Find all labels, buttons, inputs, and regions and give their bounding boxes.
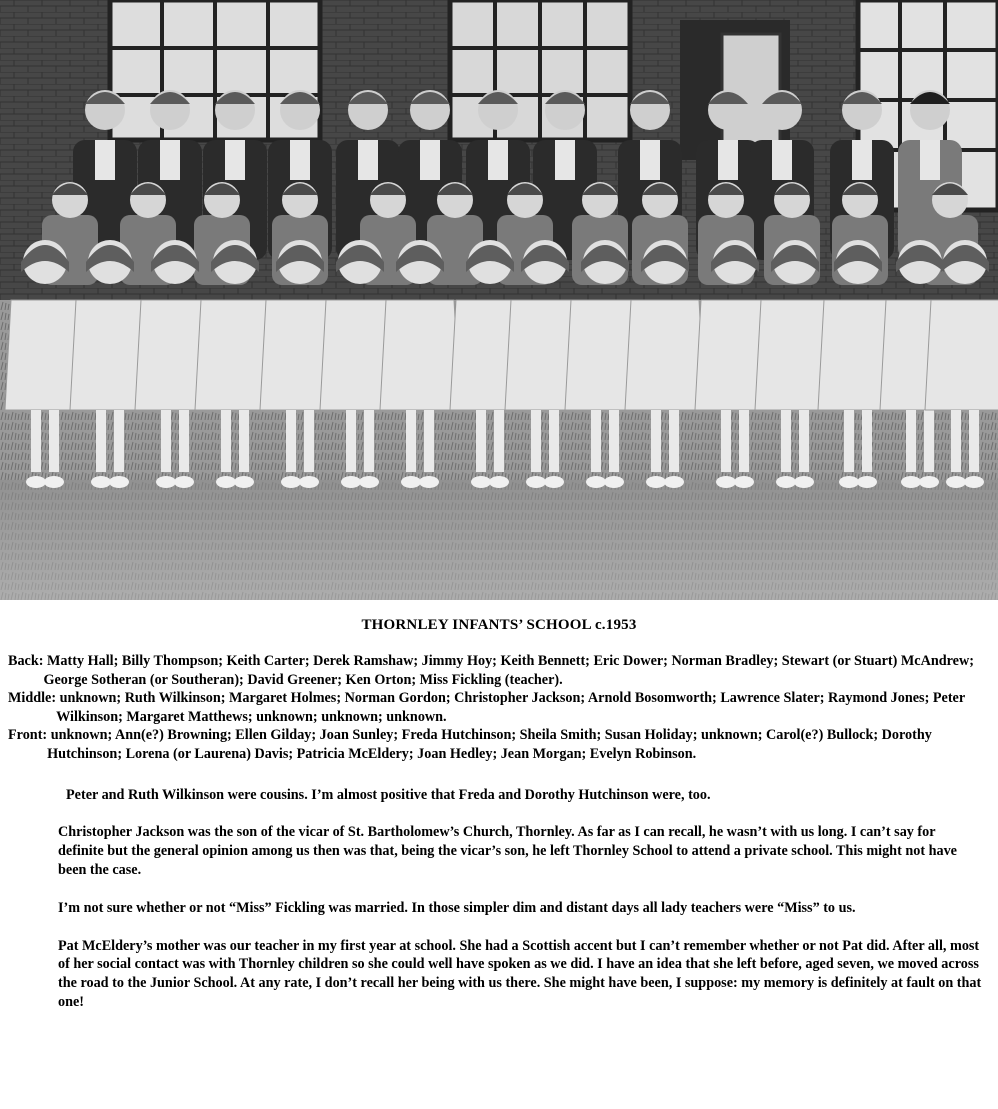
paragraph-pat-mceldery: Pat McEldery’s mother was our teacher in my first year at school. She had a Scottish accent but I can’t remember whether or not Pat did. After all, most of her social contact was with Thornley children so she could well have spoken as we did. I have an idea that she left before, aged seven, we moved across the road to the Junior School. At any rate, I don’t recall her being with us there. She might have been, I suppose: my memory is definitely at fault on that one! bbox=[58, 937, 982, 1010]
row-front-names bbox=[47, 726, 998, 763]
row-middle-label: Middle: bbox=[8, 690, 57, 707]
row-back bbox=[0, 652, 998, 689]
row-middle bbox=[0, 689, 998, 726]
caption-area bbox=[0, 608, 998, 1012]
paragraph-miss-fickling: I’m not sure whether or not “Miss” Fickling was married. In those simpler dim and distant days all lady teachers were “Miss” to us. bbox=[58, 899, 856, 916]
row-middle-names bbox=[56, 689, 998, 726]
window-middle bbox=[450, 0, 630, 140]
row-front bbox=[0, 726, 998, 763]
paragraph-cousins: Peter and Ruth Wilkinson were cousins. I’m almost positive that Freda and Dorothy Hutchinson were, too. bbox=[66, 786, 711, 803]
name-list bbox=[0, 652, 998, 764]
row-back-label: Back: bbox=[8, 653, 44, 669]
photo-title: THORNLEY INFANTS’ SCHOOL c.1953 bbox=[361, 617, 637, 633]
doorway bbox=[680, 20, 790, 160]
row-front-label: Front: bbox=[8, 727, 48, 744]
row-middle-text: unknown; Ruth Wilkinson; Margaret Holmes; Norman Gordon; Christopher Jackson; Arnold Bosomworth; Lawrence Slater; Raymond Jones; Peter Wilkinson; Margaret Matthews; unknown; unknown; unknown. bbox=[56, 690, 965, 725]
row-back-text: Matty Hall; Billy Thompson; Keith Carter; Derek Ramshaw; Jimmy Hoy; Keith Bennett; Eric Dower; Norman Bradley; Stewart (or Stuart) McAndrew; George Sotheran (or Southeran); David Greener; Ken Orton; Miss Fickling (teacher). bbox=[43, 653, 974, 688]
row-front-text: unknown; Ann(e?) Browning; Ellen Gilday; Joan Sunley; Freda Hutchinson; Sheila Smith; Susan Holiday; unknown; Carol(e?) Bullock; Dorothy Hutchinson; Lorena (or Laurena) Davis; Patricia McEldery; Joan Hedley; Jean Morgan; Evelyn Robinson. bbox=[47, 727, 932, 762]
paragraph-christopher-jackson: Christopher Jackson was the son of the vicar of St. Bartholomew’s Church, Thornley. As far as I can recall, he wasn’t with us long. I can’t say for definite but the general opinion among us then was that, being the vicar’s son, he left Thornley School to attend a private school. This might not have been the case. bbox=[58, 824, 957, 878]
row-back-names bbox=[43, 652, 998, 689]
